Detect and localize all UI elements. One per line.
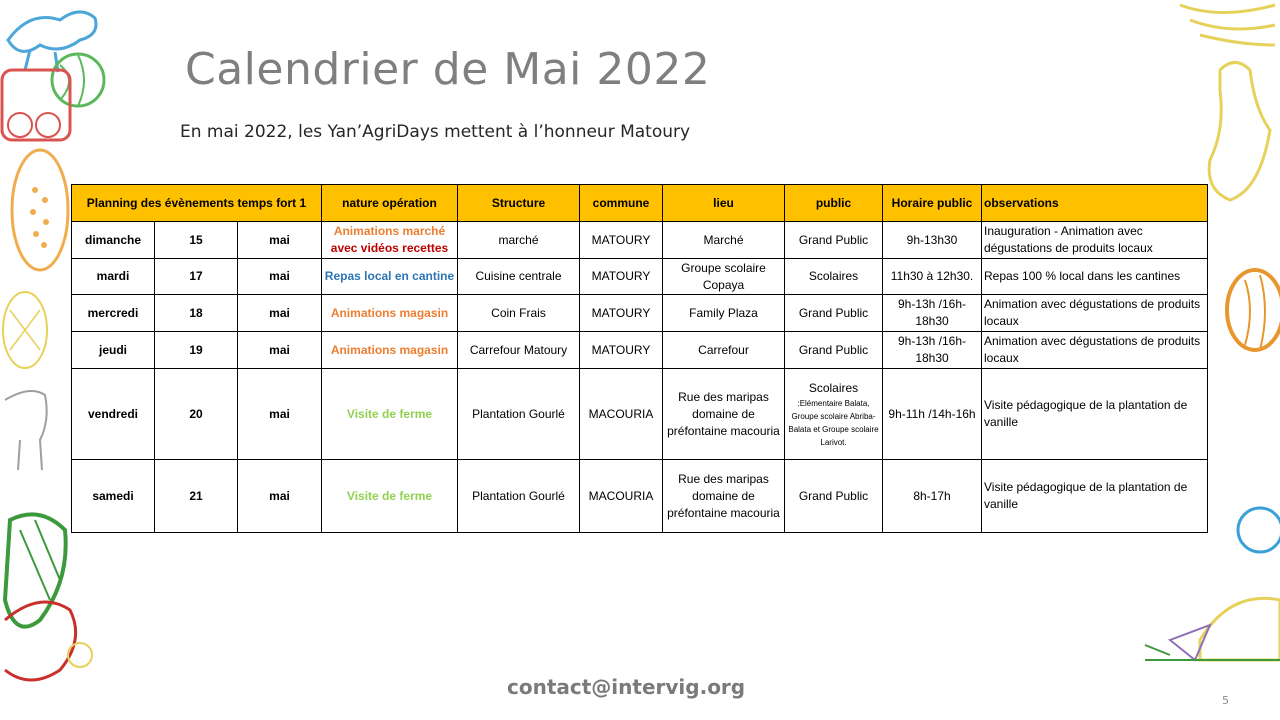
cell-observations: Visite pédagogique de la plantation de vanille — [982, 460, 1208, 533]
cell-commune: MACOURIA — [580, 369, 663, 460]
cell-public: Grand Public — [785, 295, 883, 332]
header-public: public — [785, 185, 883, 222]
table-row — [72, 460, 1208, 533]
table-header-row — [72, 185, 1208, 222]
cell-operation — [322, 222, 458, 259]
operation-label: Repas local en cantine — [324, 269, 455, 283]
cell-operation — [322, 259, 458, 295]
cell-operation — [322, 295, 458, 332]
cell-observations: Animation avec dégustations de produits locaux — [982, 332, 1208, 369]
cell-operation — [322, 369, 458, 460]
cell-date: 17 — [155, 259, 238, 295]
cell-month: mai — [238, 460, 322, 533]
cell-day: mercredi — [72, 295, 155, 332]
cell-date: 20 — [155, 369, 238, 460]
cell-horaire: 9h-11h /14h-16h — [883, 369, 982, 460]
cell-structure: Cuisine centrale — [458, 259, 580, 295]
cell-date: 15 — [155, 222, 238, 259]
operation-label: Animations magasin — [330, 305, 449, 320]
cell-observations: Repas 100 % local dans les cantines — [982, 259, 1208, 295]
cell-day: dimanche — [72, 222, 155, 259]
cell-structure: Plantation Gourlé — [458, 460, 580, 533]
cell-public: Grand Public — [785, 460, 883, 533]
cell-public: Grand Public — [785, 222, 883, 259]
cell-operation — [322, 460, 458, 533]
cell-lieu: Groupe scolaire Copaya — [663, 259, 785, 295]
cell-commune: MACOURIA — [580, 460, 663, 533]
cell-month: mai — [238, 222, 322, 259]
operation-label-line1: Animations marché — [333, 224, 446, 238]
public-detail: :Elémentaire Balata, Groupe scolaire Abriba-Balata et Groupe scolaire Larivot. — [788, 398, 879, 447]
table-row — [72, 332, 1208, 369]
cell-horaire: 9h-13h /16h-18h30 — [883, 332, 982, 369]
header-lieu: lieu — [663, 185, 785, 222]
table-row — [72, 222, 1208, 259]
cell-public — [785, 369, 883, 460]
cell-structure: Plantation Gourlé — [458, 369, 580, 460]
cell-date: 19 — [155, 332, 238, 369]
cell-observations: Animation avec dégustations de produits locaux — [982, 295, 1208, 332]
cell-observations: Visite pédagogique de la plantation de vanille — [982, 369, 1208, 460]
page-subtitle: En mai 2022, les Yan’AgriDays mettent à l’honneur Matoury — [180, 122, 691, 142]
operation-label: Visite de ferme — [346, 406, 433, 421]
cell-commune: MATOURY — [580, 332, 663, 369]
cell-public: Grand Public — [785, 332, 883, 369]
cell-structure: marché — [458, 222, 580, 259]
contact-email[interactable]: contact@intervig.org — [507, 675, 746, 699]
cell-commune: MATOURY — [580, 222, 663, 259]
cell-month: mai — [238, 295, 322, 332]
cell-public: Scolaires — [785, 259, 883, 295]
cell-structure: Coin Frais — [458, 295, 580, 332]
header-observations: observations — [982, 185, 1208, 222]
page-title: Calendrier de Mai 2022 — [185, 44, 711, 95]
cell-observations: Inauguration - Animation avec dégustations de produits locaux — [982, 222, 1208, 259]
cell-month: mai — [238, 332, 322, 369]
table-row — [72, 295, 1208, 332]
cell-date: 21 — [155, 460, 238, 533]
cell-month: mai — [238, 259, 322, 295]
cell-commune: MATOURY — [580, 295, 663, 332]
cell-horaire: 8h-17h — [883, 460, 982, 533]
cell-lieu: Rue des maripas domaine de préfontaine macouria — [663, 369, 785, 460]
header-horaire: Horaire public — [883, 185, 982, 222]
cell-lieu: Rue des maripas domaine de préfontaine macouria — [663, 460, 785, 533]
cell-lieu: Carrefour — [663, 332, 785, 369]
cell-commune: MATOURY — [580, 259, 663, 295]
cell-lieu: Family Plaza — [663, 295, 785, 332]
cell-horaire: 9h-13h /16h-18h30 — [883, 295, 982, 332]
public-label: Scolaires — [808, 380, 859, 395]
header-planning: Planning des évènements temps fort 1 — [72, 185, 322, 222]
cell-structure: Carrefour Matoury — [458, 332, 580, 369]
cell-operation — [322, 332, 458, 369]
cell-month: mai — [238, 369, 322, 460]
operation-label: Visite de ferme — [346, 488, 433, 503]
header-commune: commune — [580, 185, 663, 222]
cell-horaire: 9h-13h30 — [883, 222, 982, 259]
events-planning-table — [71, 184, 1208, 533]
cell-lieu: Marché — [663, 222, 785, 259]
operation-label: Animations magasin — [330, 342, 449, 357]
page-number: 5 — [1222, 694, 1229, 707]
header-nature-operation: nature opération — [322, 185, 458, 222]
cell-date: 18 — [155, 295, 238, 332]
cell-day: jeudi — [72, 332, 155, 369]
cell-day: vendredi — [72, 369, 155, 460]
cell-day: mardi — [72, 259, 155, 295]
cell-horaire: 11h30 à 12h30. — [883, 259, 982, 295]
operation-label-line2: avec vidéos recettes — [330, 241, 449, 255]
table-row — [72, 369, 1208, 460]
table-row — [72, 259, 1208, 295]
cell-day: samedi — [72, 460, 155, 533]
header-structure: Structure — [458, 185, 580, 222]
